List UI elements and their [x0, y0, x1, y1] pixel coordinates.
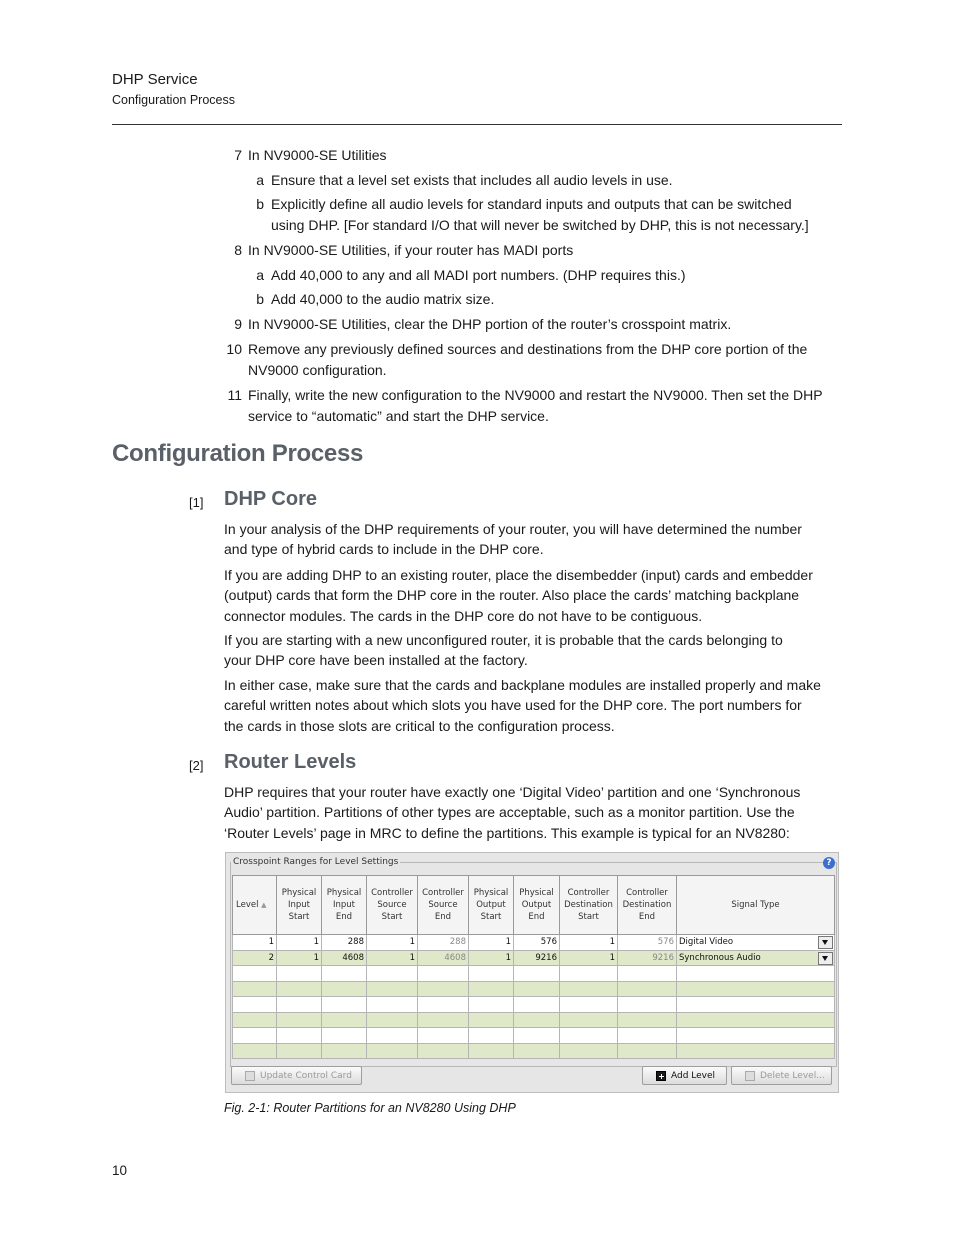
table-row[interactable]: 2 1 4608 1 4608 1 9216 1 9216 Synchronous Audio: [233, 950, 835, 966]
table-row-empty: [233, 966, 835, 982]
column-header-level[interactable]: Level ▲: [233, 876, 277, 935]
update-control-card-button[interactable]: Update Control Card: [231, 1066, 362, 1085]
sort-ascending-icon: ▲: [261, 900, 267, 909]
table-row-empty: [233, 997, 835, 1013]
column-header-physical-input-end[interactable]: Physical Input End: [322, 876, 367, 935]
chevron-down-icon[interactable]: [818, 952, 833, 965]
page-number: 10: [112, 1163, 128, 1178]
table-row-empty: [233, 981, 835, 997]
column-header-controller-destination-start[interactable]: Controller Destination Start: [560, 876, 618, 935]
column-header-physical-input-start[interactable]: Physical Input Start: [277, 876, 322, 935]
paragraph: In either case, make sure that the cards and backplane modules are installed properly and make careful written notes about which slots you have used for the DHP core. The port numbers for the cards in those slots are critical to the configuration process.: [224, 677, 821, 734]
column-header-controller-source-start[interactable]: Controller Source Start: [367, 876, 418, 935]
column-header-controller-source-end[interactable]: Controller Source End: [418, 876, 469, 935]
plus-icon: [656, 1071, 666, 1081]
header-divider: [112, 124, 842, 125]
add-level-button[interactable]: Add Level: [642, 1066, 727, 1085]
level-settings-table: [232, 875, 835, 1059]
figure-caption: Fig. 2-1: Router Partitions for an NV8280 Using DHP: [224, 1101, 516, 1115]
paragraph: DHP requires that your router have exactly one ‘Digital Video’ partition and one ‘Synchronous Audio’ partition. Partitions of other types are acceptable, such as a monitor partition. Use the ‘Router Levels’ page in MRC to define the partitions. This example is typical for an NV8280:: [224, 784, 801, 841]
subsection-tag-1: [1]: [189, 495, 204, 510]
signal-type-select[interactable]: Synchronous Audio: [677, 950, 835, 966]
subsection-tag-2: [2]: [189, 758, 204, 773]
column-header-controller-destination-end[interactable]: Controller Destination End: [618, 876, 677, 935]
subsection-heading-router-levels: Router Levels: [224, 751, 357, 773]
table-row-empty: [233, 1043, 835, 1059]
delete-level-button[interactable]: Delete Level...: [731, 1066, 832, 1085]
router-levels-screenshot: [225, 852, 839, 1093]
table-row[interactable]: 1 1 288 1 288 1 576 1 576 Digital Video: [233, 935, 835, 951]
paragraph: If you are adding DHP to an existing router, place the disembedder (input) cards and embedder (output) cards that form the DHP core in the router. Also place the cards’ matching backplane connector modules. The cards in the DHP core do not have to be contiguous.: [224, 567, 813, 624]
column-header-physical-output-start[interactable]: Physical Output Start: [469, 876, 514, 935]
subsection-heading-dhp-core: DHP Core: [224, 488, 317, 510]
table-row-empty: [233, 1028, 835, 1044]
table-row-empty: [233, 1012, 835, 1028]
paragraph: In your analysis of the DHP requirements of your router, you will have determined the number and type of hybrid cards to include in the DHP core.: [224, 521, 802, 558]
help-icon[interactable]: ?: [823, 857, 835, 869]
column-header-signal-type[interactable]: Signal Type: [677, 876, 835, 935]
chevron-down-icon[interactable]: [818, 936, 833, 949]
minus-icon: [745, 1071, 755, 1081]
card-icon: [245, 1071, 255, 1081]
paragraph: If you are starting with a new unconfigured router, it is probable that the cards belonging to your DHP core have been installed at the factory.: [224, 632, 783, 669]
panel-title: Crosspoint Ranges for Level Settings: [233, 857, 399, 867]
column-header-physical-output-end[interactable]: Physical Output End: [514, 876, 560, 935]
running-header-subtitle: Configuration Process: [112, 93, 235, 107]
running-header-title: DHP Service: [112, 71, 198, 88]
signal-type-select[interactable]: Digital Video: [677, 935, 835, 951]
table-header-row: [233, 876, 835, 935]
section-heading: Configuration Process: [112, 440, 364, 467]
